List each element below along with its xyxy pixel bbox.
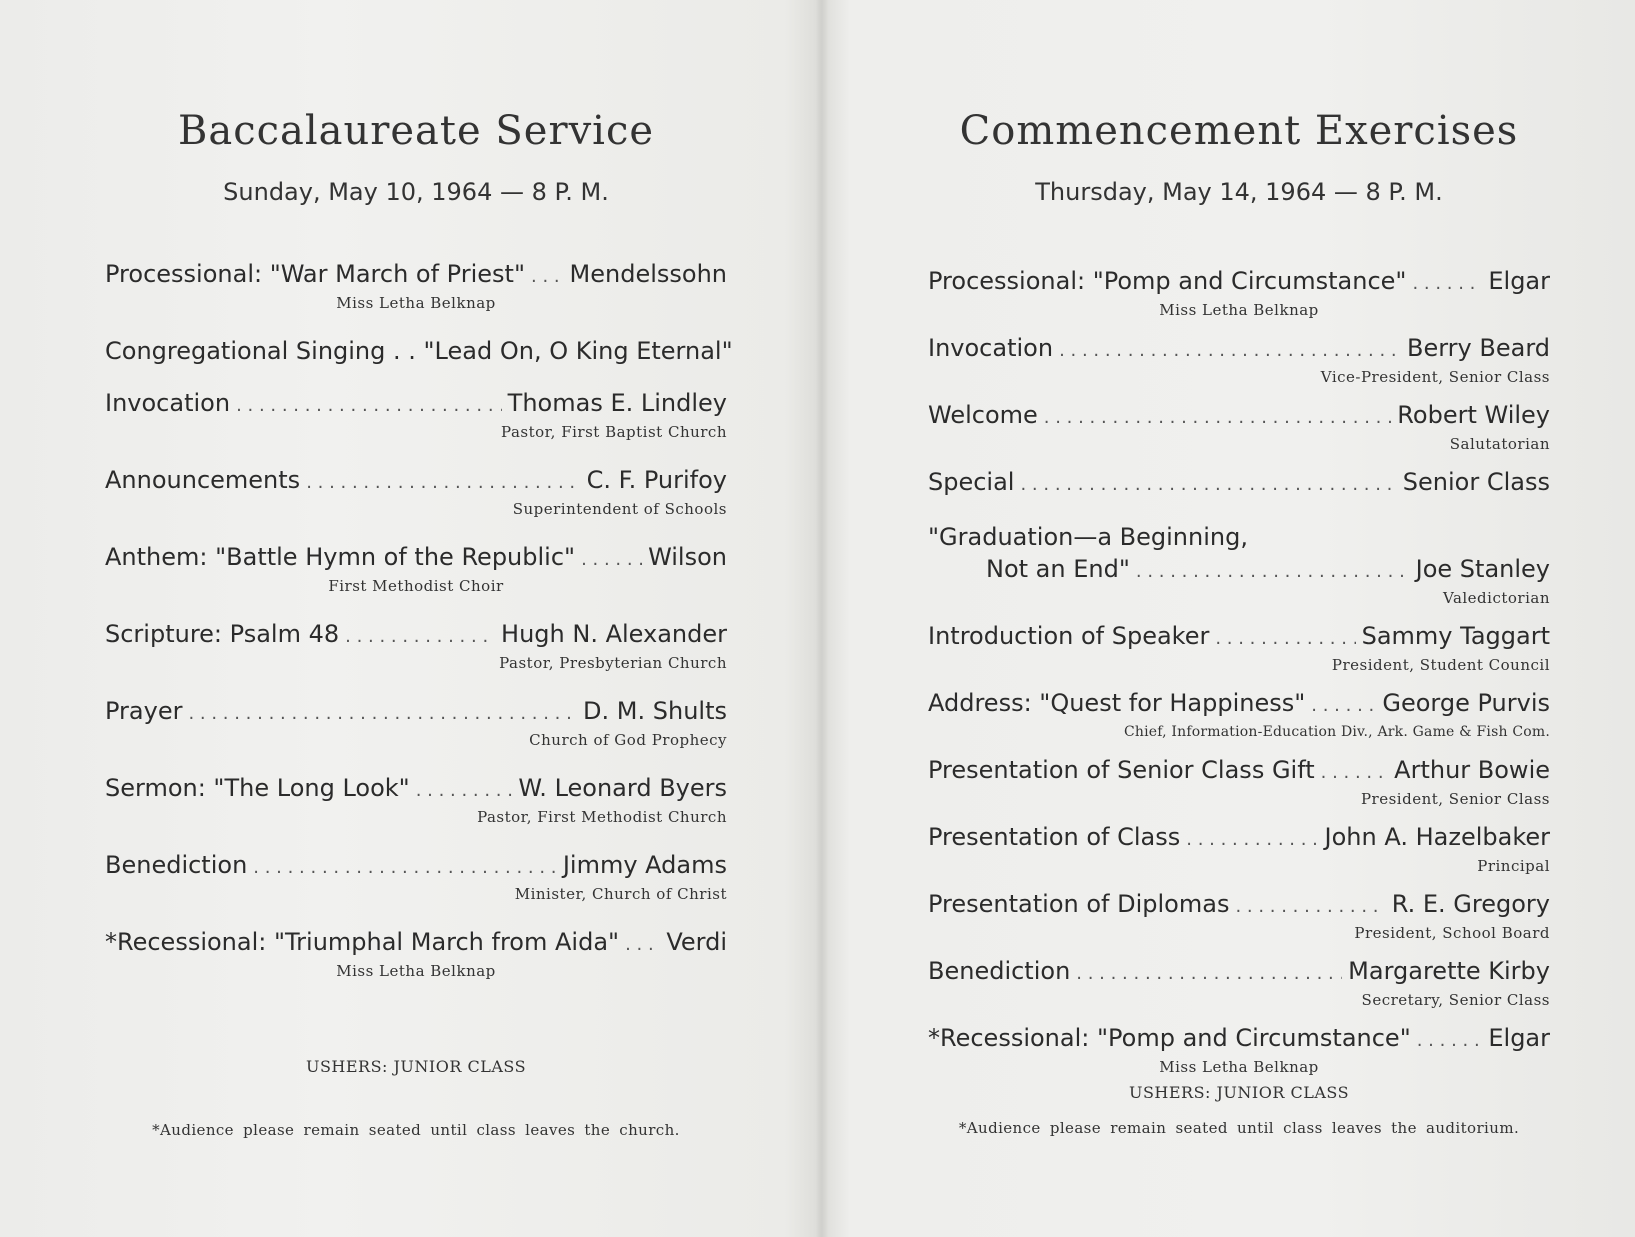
entry-name: Arthur Bowie <box>1394 756 1550 784</box>
ushers-line: USHERS: JUNIOR CLASS <box>305 1057 527 1076</box>
entry-name: Thomas E. Lindley <box>507 389 727 417</box>
entry-label-line1: "Graduation—a Beginning, <box>928 523 1248 551</box>
entry-name: Joe Stanley <box>1415 555 1550 583</box>
entry-name: Sammy Taggart <box>1361 622 1550 650</box>
leader-dots <box>1321 757 1389 789</box>
entry-name: Wilson <box>648 543 727 571</box>
commencement-panel <box>928 0 1550 1237</box>
leader-dots <box>581 544 642 576</box>
entry-subtitle: First Methodist Choir <box>328 577 504 595</box>
leader-dots <box>1215 623 1355 655</box>
baccalaureate-title: Baccalaureate Service <box>177 108 655 154</box>
program-entry <box>928 754 1550 809</box>
program-entry <box>928 265 1550 320</box>
entry-label: Processional: "War March of Priest" <box>105 260 525 288</box>
entry-subtitle: Valedictorian <box>1442 589 1550 607</box>
leader-dots <box>1412 268 1482 300</box>
leader-dots <box>236 390 502 422</box>
leader-dots <box>1076 958 1342 990</box>
entry-label: Presentation of Diplomas <box>928 890 1230 918</box>
entry-label: Presentation of Class <box>928 823 1181 851</box>
leader-dots <box>416 775 513 807</box>
entry-name: R. E. Gregory <box>1391 890 1550 918</box>
baccalaureate-program <box>105 258 733 981</box>
leader-dots <box>345 621 495 653</box>
program-entry <box>105 772 727 827</box>
leader-dots <box>1136 556 1410 588</box>
program-entry <box>928 620 1550 675</box>
entry-subtitle: Vice-President, Senior Class <box>1320 368 1550 386</box>
entry-label: Processional: "Pomp and Circumstance" <box>928 267 1407 295</box>
entry-label: Introduction of Speaker <box>928 622 1210 650</box>
entry-subtitle: Miss Letha Belknap <box>336 962 496 980</box>
entry-name: John A. Hazelbaker <box>1324 823 1550 851</box>
entry-label: Anthem: "Battle Hymn of the Republic" <box>105 543 576 571</box>
entry-label: Benediction <box>105 851 248 879</box>
program-entry <box>105 387 727 442</box>
baccalaureate-panel <box>105 0 733 1237</box>
leader-dots <box>1311 690 1376 722</box>
leader-dots <box>188 698 577 730</box>
entry-subtitle: Miss Letha Belknap <box>1159 1058 1319 1076</box>
entry-subtitle: Minister, Church of Christ <box>514 885 727 903</box>
entry-label: Prayer <box>105 697 183 725</box>
entry-name: Elgar <box>1488 1024 1550 1052</box>
entry-label: Welcome <box>928 401 1038 429</box>
leader-dots <box>531 261 564 293</box>
leader-dots <box>306 467 580 499</box>
program-entry <box>105 335 733 367</box>
audience-note: *Audience please remain seated until class leaves the auditorium. <box>958 1119 1520 1137</box>
entry-subtitle: Church of God Prophecy <box>529 731 727 749</box>
ushers-line: USHERS: JUNIOR CLASS <box>1128 1083 1350 1102</box>
program-entry <box>928 521 1550 608</box>
entry-name: Jimmy Adams <box>562 851 727 879</box>
entry-label: Announcements <box>105 466 301 494</box>
commencement-title: Commencement Exercises <box>959 108 1519 154</box>
entry-label: Invocation <box>928 334 1054 362</box>
entry-label: Congregational Singing . . "Lead On, O King Eternal" <box>105 337 733 365</box>
leader-dots <box>1417 1025 1483 1057</box>
entry-subtitle: Miss Letha Belknap <box>336 294 496 312</box>
entry-name: Verdi <box>666 928 727 956</box>
entry-name: George Purvis <box>1382 689 1550 717</box>
entry-name: Senior Class <box>1402 468 1550 496</box>
entry-subtitle: Chief, Information-Education Div., Ark. Game & Fish Com. <box>1123 724 1550 740</box>
entry-subtitle: Superintendent of Schools <box>512 500 727 518</box>
leader-dots <box>1059 335 1401 367</box>
baccalaureate-date: Sunday, May 10, 1964 — 8 P. M. <box>223 178 609 206</box>
center-fold <box>815 0 829 1237</box>
program-entry <box>105 849 727 904</box>
entry-name: W. Leonard Byers <box>518 774 727 802</box>
audience-note: *Audience please remain seated until class leaves the church. <box>152 1121 680 1139</box>
entry-label: Invocation <box>105 389 231 417</box>
program-entry <box>928 687 1550 742</box>
entry-subtitle: Principal <box>1477 857 1550 875</box>
program-entry <box>105 464 727 519</box>
program-entry <box>928 1022 1550 1077</box>
entry-name: Margarette Kirby <box>1348 957 1550 985</box>
entry-label: Benediction <box>928 957 1071 985</box>
entry-subtitle: Secretary, Senior Class <box>1361 991 1550 1009</box>
entry-label: Special <box>928 468 1015 496</box>
entry-name: Mendelssohn <box>569 260 727 288</box>
entry-subtitle: Pastor, First Baptist Church <box>501 423 727 441</box>
entry-name: Elgar <box>1488 267 1550 295</box>
entry-name: Berry Beard <box>1407 334 1550 362</box>
program-entry <box>105 926 727 981</box>
leader-dots <box>1044 402 1392 434</box>
entry-name: D. M. Shults <box>583 697 727 725</box>
entry-name: Hugh N. Alexander <box>501 620 727 648</box>
leader-dots <box>253 852 557 884</box>
program-entry <box>928 821 1550 876</box>
program-entry <box>105 695 727 750</box>
program-entry <box>105 258 727 313</box>
entry-subtitle: President, Student Council <box>1331 656 1550 674</box>
entry-subtitle: Salutatorian <box>1449 435 1550 453</box>
entry-name: C. F. Purifoy <box>586 466 727 494</box>
program-entry <box>928 466 1550 501</box>
leader-dots <box>625 929 660 961</box>
entry-subtitle: Pastor, First Methodist Church <box>477 808 727 826</box>
program-entry <box>928 888 1550 943</box>
entry-label: *Recessional: "Pomp and Circumstance" <box>928 1024 1411 1052</box>
entry-name: Robert Wiley <box>1397 401 1550 429</box>
entry-subtitle: President, School Board <box>1354 924 1550 942</box>
entry-label: *Recessional: "Triumphal March from Aida" <box>105 928 620 956</box>
entry-label: Not an End" <box>986 555 1130 583</box>
entry-label: Presentation of Senior Class Gift <box>928 756 1315 784</box>
program-entry <box>105 618 727 673</box>
entry-subtitle: Miss Letha Belknap <box>1159 301 1319 319</box>
entry-label: Address: "Quest for Happiness" <box>928 689 1306 717</box>
commencement-program <box>928 265 1550 1077</box>
entry-subtitle: President, Senior Class <box>1360 790 1550 808</box>
leader-dots <box>1020 469 1396 501</box>
commencement-date: Thursday, May 14, 1964 — 8 P. M. <box>1035 178 1443 206</box>
program-entry <box>928 332 1550 387</box>
entry-label: Scripture: Psalm 48 <box>105 620 340 648</box>
program-entry <box>928 955 1550 1010</box>
program-entry <box>928 399 1550 454</box>
program-entry <box>105 541 727 596</box>
entry-label: Sermon: "The Long Look" <box>105 774 410 802</box>
entry-subtitle: Pastor, Presbyterian Church <box>499 654 727 672</box>
leader-dots <box>1235 891 1385 923</box>
leader-dots <box>1186 824 1318 856</box>
